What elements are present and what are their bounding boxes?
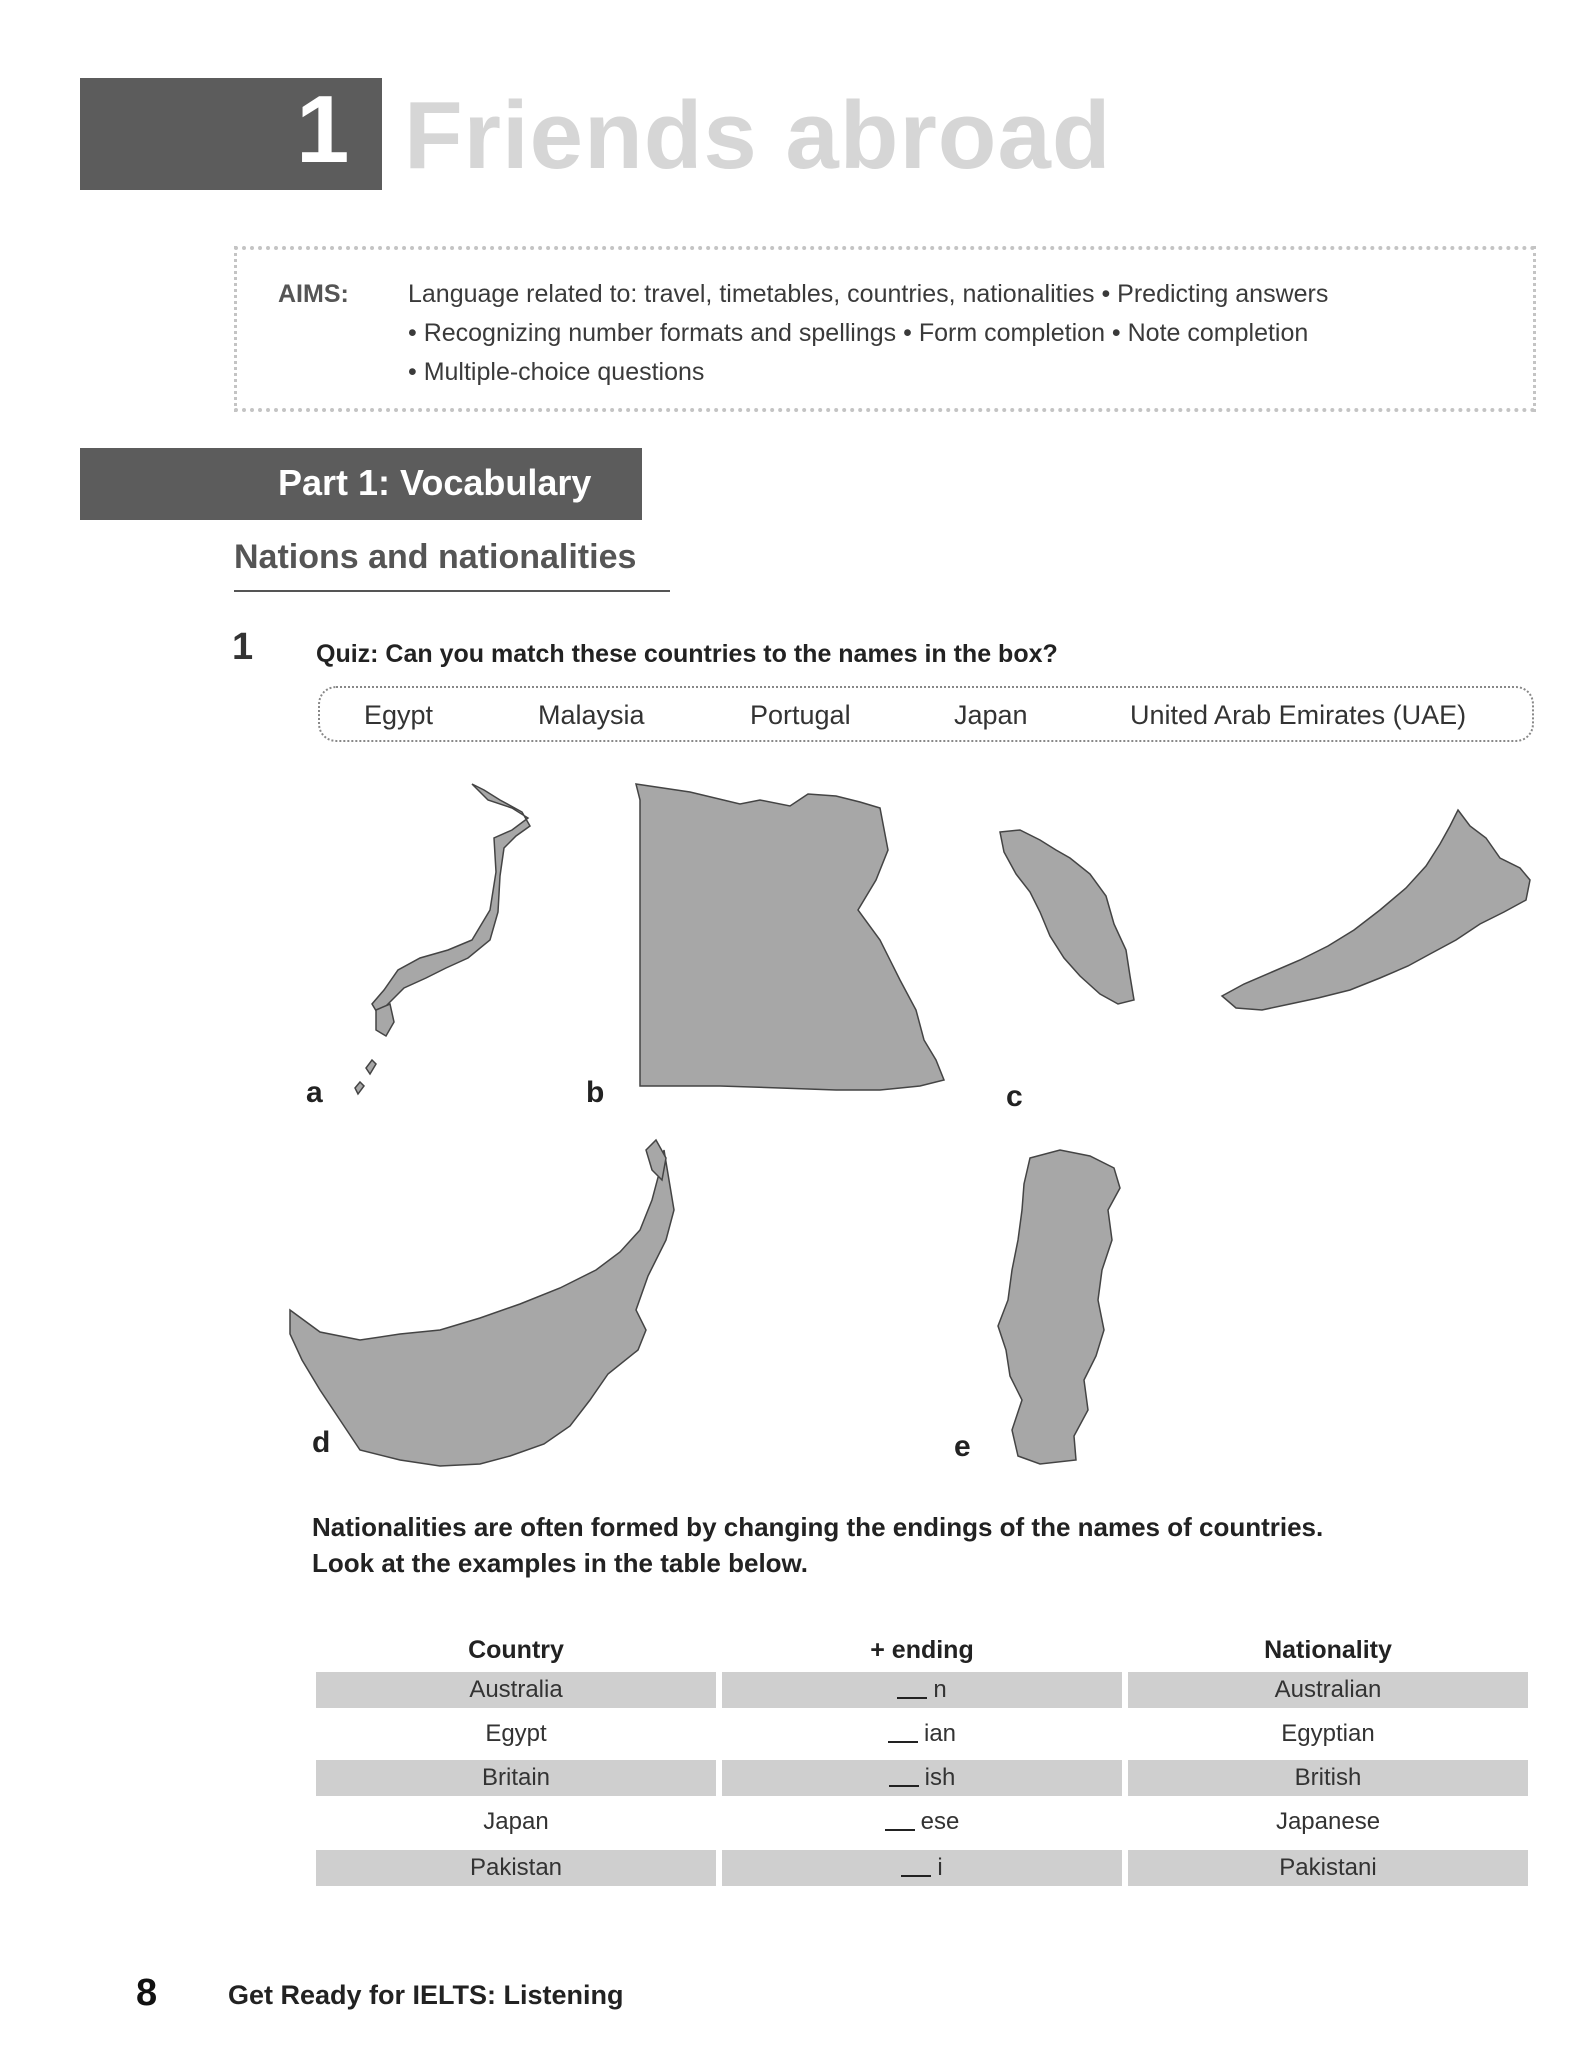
map-label-b: b [586, 1076, 605, 1109]
map-japan [372, 784, 530, 1014]
blank-line [888, 1723, 918, 1743]
word-box-item: Japan [954, 700, 1028, 730]
unit-number: 1 [296, 76, 350, 183]
map-label-a: a [306, 1076, 323, 1109]
table-cell-nationality: British [1128, 1760, 1528, 1796]
ending-text: ian [923, 1720, 957, 1747]
ending-text: ese [920, 1808, 960, 1835]
word-box-item: Malaysia [538, 700, 645, 730]
explanation-text: Look at the examples in the table below. [312, 1548, 809, 1578]
table-cell-ending [722, 1716, 1122, 1752]
aims-line: Language related to: travel, timetables, countries, nationalities • Predicting answers [408, 280, 1329, 308]
table-header-nationality: Nationality [1264, 1636, 1392, 1664]
table-cell-country: Japan [483, 1808, 549, 1835]
table-cell-ending [722, 1850, 1122, 1886]
table-header-country: Country [468, 1636, 564, 1664]
map-label-d: d [312, 1426, 331, 1459]
map-label-e: e [954, 1430, 971, 1463]
table-cell-country: Pakistan [316, 1850, 716, 1886]
map-uae [290, 1150, 674, 1466]
table-cell-nationality: Pakistani [1128, 1850, 1528, 1886]
part-title: Part 1: Vocabulary [278, 462, 592, 503]
table-cell-country: Egypt [485, 1720, 547, 1747]
blank-line [897, 1679, 927, 1699]
table-cell-ending [722, 1760, 1122, 1796]
table-cell-country: Australia [316, 1672, 716, 1708]
table-cell-ending [722, 1804, 1122, 1840]
table-cell-nationality: Australian [1128, 1672, 1528, 1708]
blank-line [901, 1857, 931, 1877]
table-header-ending: + ending [870, 1636, 974, 1664]
map-uae-musandam [646, 1140, 666, 1180]
map-malaysia-borneo [1222, 810, 1530, 1010]
exercise-instruction: Quiz: Can you match these countries to the names in the box? [316, 640, 1058, 668]
table-cell-country: Britain [316, 1760, 716, 1796]
aims-line: • Multiple-choice questions [408, 358, 705, 386]
word-box-item: Portugal [750, 700, 851, 730]
map-label-c: c [1006, 1080, 1023, 1113]
blank-line [889, 1767, 919, 1787]
word-box-item: United Arab Emirates (UAE) [1130, 700, 1467, 730]
table-cell-nationality: Egyptian [1281, 1720, 1375, 1747]
section-heading: Nations and nationalities [234, 538, 637, 576]
book-title: Get Ready for IELTS: Listening [228, 1980, 624, 2010]
unit-title: Friends abroad [404, 82, 1112, 189]
aims-label: AIMS: [278, 280, 349, 308]
explanation-text: Nationalities are often formed by changing the endings of the names of countries. [312, 1512, 1324, 1542]
blank-line [885, 1811, 915, 1831]
table-cell-nationality: Japanese [1275, 1808, 1381, 1835]
page-number: 8 [136, 1972, 158, 2014]
ending-text: ish [924, 1764, 956, 1791]
ending-text: n [933, 1676, 947, 1703]
table-cell-ending [722, 1672, 1122, 1708]
word-box-item: Egypt [364, 700, 434, 730]
aims-line: • Recognizing number formats and spellings • Form completion • Note completion [408, 319, 1309, 347]
map-japan-kyushu [376, 1004, 394, 1036]
map-portugal [998, 1150, 1120, 1464]
ending-text: i [937, 1854, 943, 1881]
map-malaysia-peninsula [1000, 830, 1134, 1004]
map-japan-islands [355, 1060, 376, 1094]
map-egypt [636, 784, 944, 1090]
exercise-number: 1 [232, 626, 254, 668]
